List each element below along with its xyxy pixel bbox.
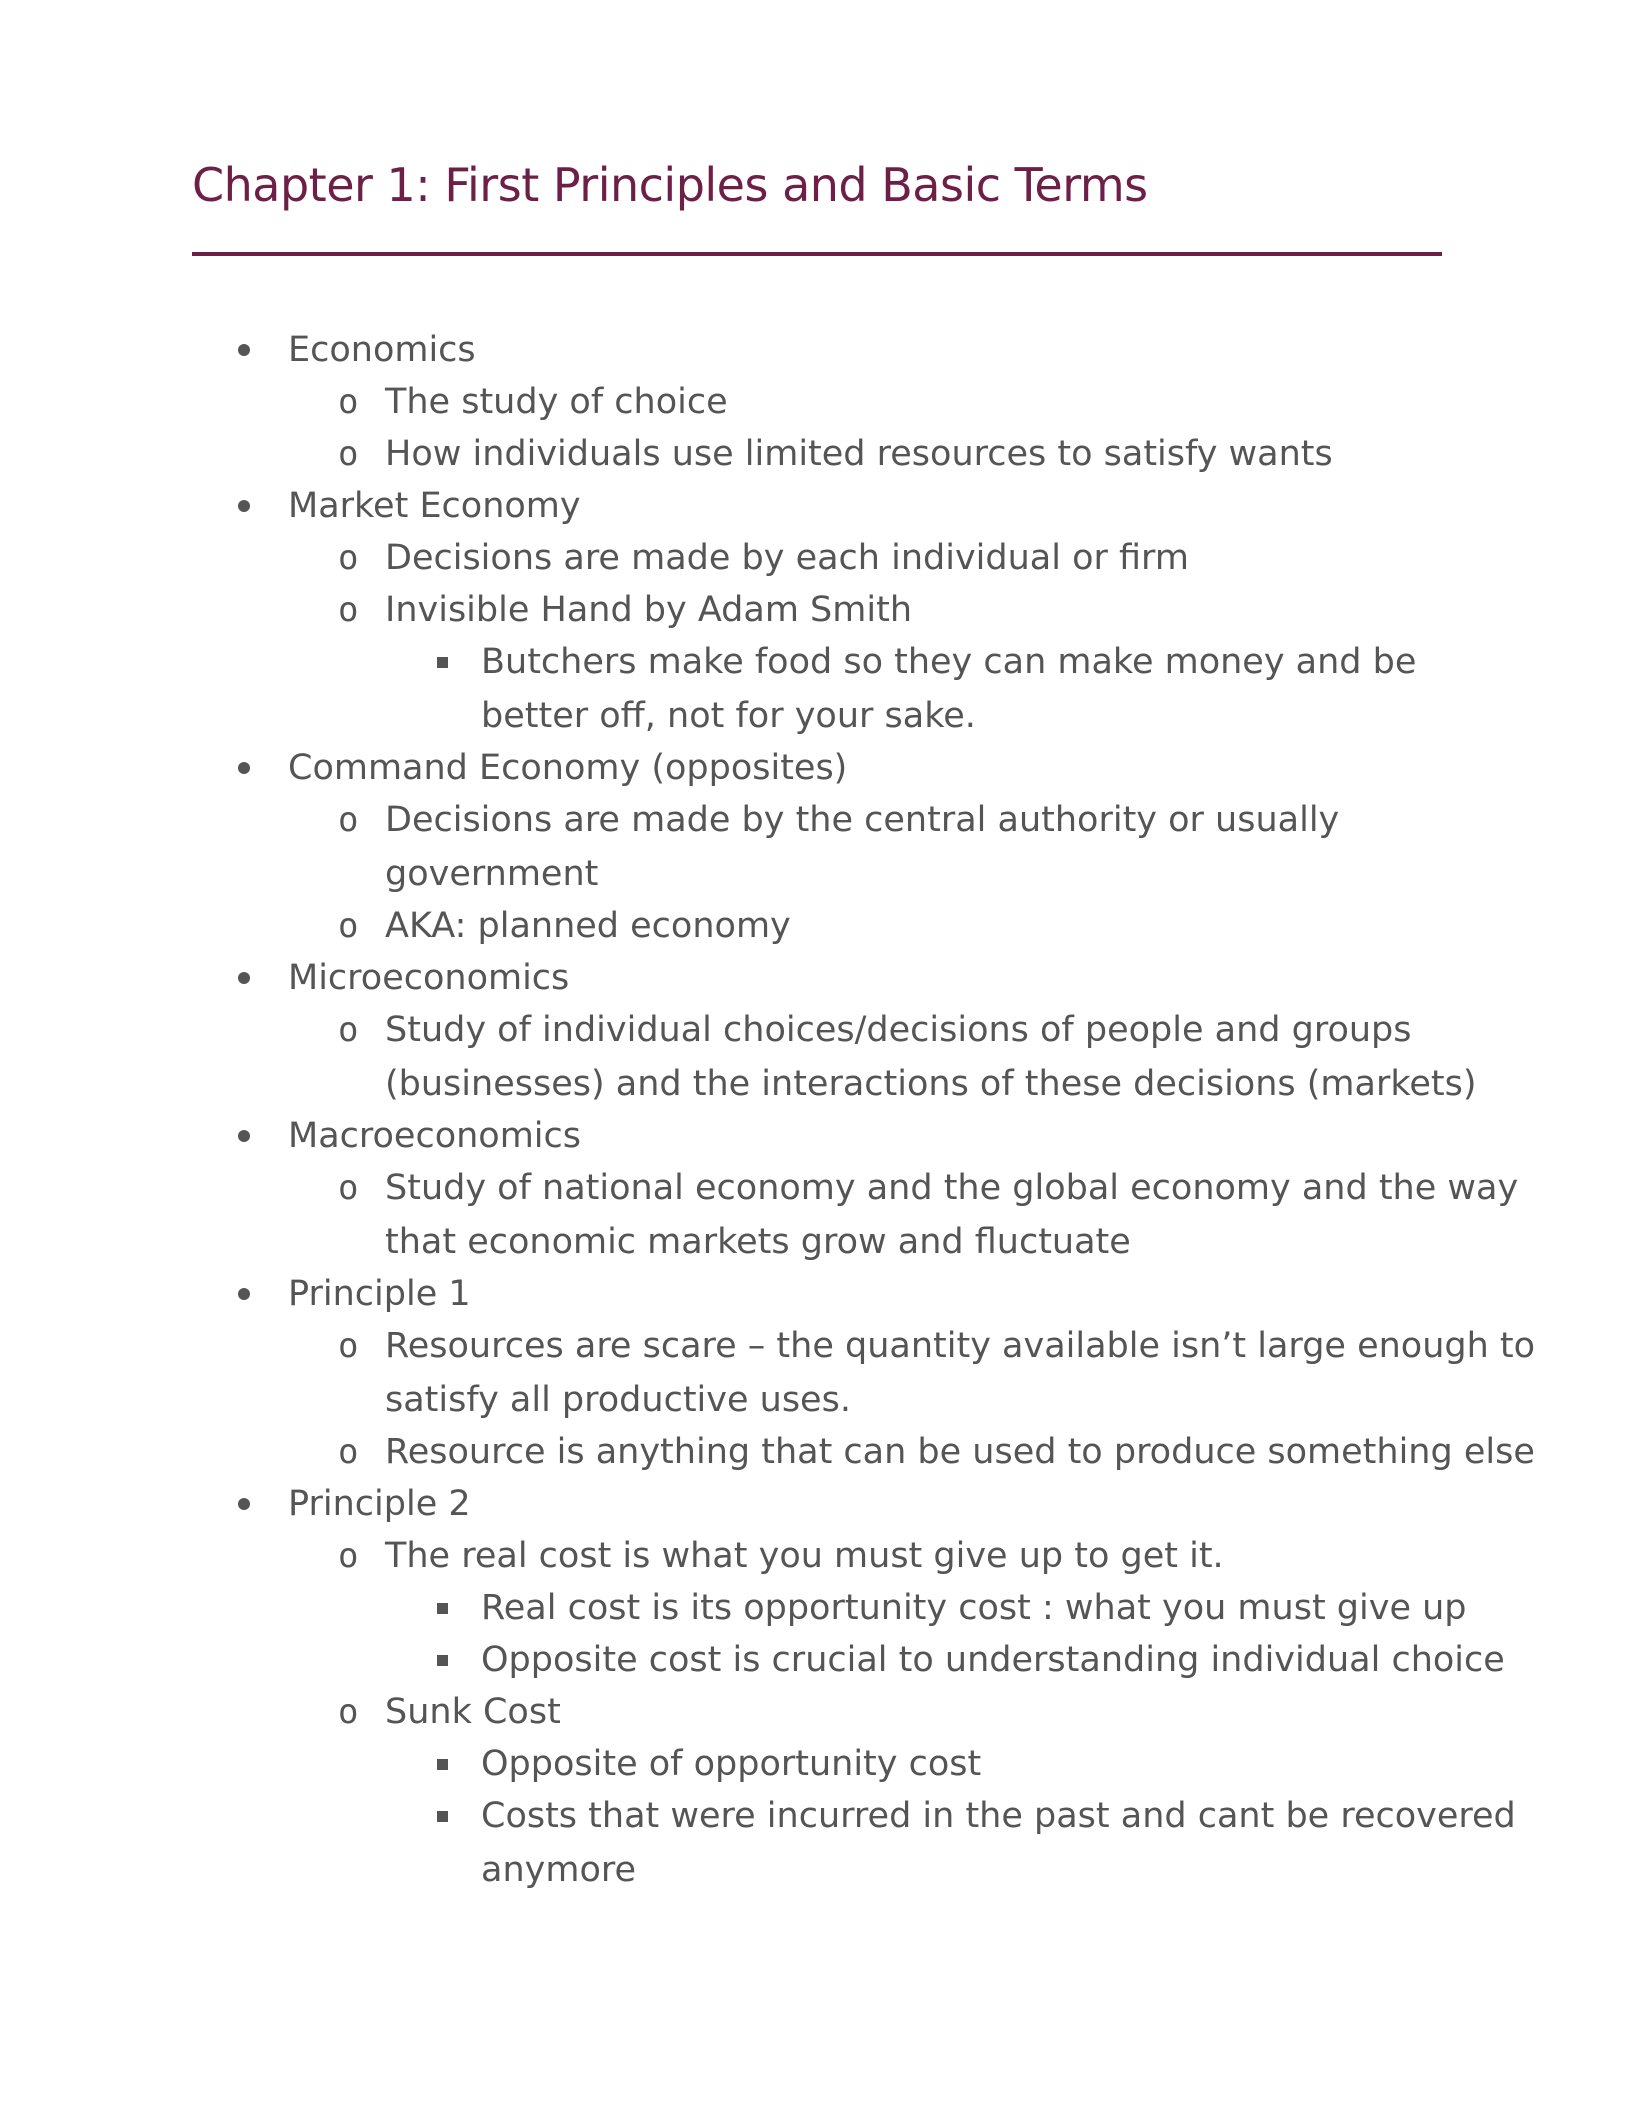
list-item: Costs that were incurred in the past and cant be recovered (0, 1790, 1640, 1842)
bullet-circle-icon: o (338, 906, 359, 946)
bullet-disc-icon (238, 742, 252, 794)
bullet-circle-icon: o (338, 1432, 359, 1472)
bullet-circle-icon: o (338, 1168, 359, 1208)
list-item-continuation: anymore (481, 1850, 637, 1890)
list-item: o Sunk Cost (0, 1686, 1640, 1738)
list-item: Principle 2 (0, 1478, 1640, 1530)
list-item: o Resource is anything that can be used to produce something else (0, 1426, 1640, 1478)
list-item-continuation: better off, not for your sake. (481, 696, 976, 736)
bullet-circle-icon: o (338, 800, 359, 840)
bullet-circle-icon: o (338, 1326, 359, 1366)
list-item-continuation: government (385, 854, 599, 894)
list-item: Opposite of opportunity cost (0, 1738, 1640, 1790)
list-item: Butchers make food so they can make money and be (0, 636, 1640, 688)
list-item: Microeconomics (0, 952, 1640, 1004)
bullet-circle-icon: o (338, 1692, 359, 1732)
bullet-square-icon (437, 1582, 449, 1634)
list-item: Opposite cost is crucial to understanding individual choice (0, 1634, 1640, 1686)
list-item: o Decisions are made by the central authority or usually (0, 794, 1640, 846)
list-item: Macroeconomics (0, 1110, 1640, 1162)
bullet-square-icon (437, 1634, 449, 1686)
title-underline (192, 252, 1442, 256)
list-item: o The study of choice (0, 376, 1640, 428)
list-item-continuation: satisfy all productive uses. (385, 1380, 851, 1420)
list-item: o Decisions are made by each individual or firm (0, 532, 1640, 584)
bullet-circle-icon: o (338, 382, 359, 422)
bullet-disc-icon (238, 1478, 252, 1530)
list-item: o AKA: planned economy (0, 900, 1640, 952)
bullet-circle-icon: o (338, 434, 359, 474)
list-item: o Study of individual choices/decisions of people and groups (0, 1004, 1640, 1056)
list-item: o How individuals use limited resources to satisfy wants (0, 428, 1640, 480)
list-item: Command Economy (opposites) (0, 742, 1640, 794)
list-item: o The real cost is what you must give up to get it. (0, 1530, 1640, 1582)
bullet-square-icon (437, 1738, 449, 1790)
bullet-square-icon (437, 636, 449, 688)
bullet-circle-icon: o (338, 538, 359, 578)
chapter-title: Chapter 1: First Principles and Basic Terms (192, 158, 1148, 212)
notes-outline (0, 324, 1640, 1896)
bullet-disc-icon (238, 324, 252, 376)
bullet-disc-icon (238, 1110, 252, 1162)
list-item: o Invisible Hand by Adam Smith (0, 584, 1640, 636)
list-item: Market Economy (0, 480, 1640, 532)
bullet-disc-icon (238, 480, 252, 532)
list-item: Economics (0, 324, 1640, 376)
bullet-disc-icon (238, 952, 252, 1004)
bullet-disc-icon (238, 1268, 252, 1320)
list-item-continuation: that economic markets grow and fluctuate (385, 1222, 1131, 1262)
list-item: Real cost is its opportunity cost : what you must give up (0, 1582, 1640, 1634)
list-item-continuation: (businesses) and the interactions of these decisions (markets) (385, 1064, 1477, 1104)
list-item: Principle 1 (0, 1268, 1640, 1320)
bullet-circle-icon: o (338, 1010, 359, 1050)
bullet-circle-icon: o (338, 590, 359, 630)
list-item: o Study of national economy and the global economy and the way (0, 1162, 1640, 1214)
bullet-circle-icon: o (338, 1536, 359, 1576)
bullet-square-icon (437, 1790, 449, 1842)
list-item: o Resources are scare – the quantity available isn’t large enough to (0, 1320, 1640, 1372)
